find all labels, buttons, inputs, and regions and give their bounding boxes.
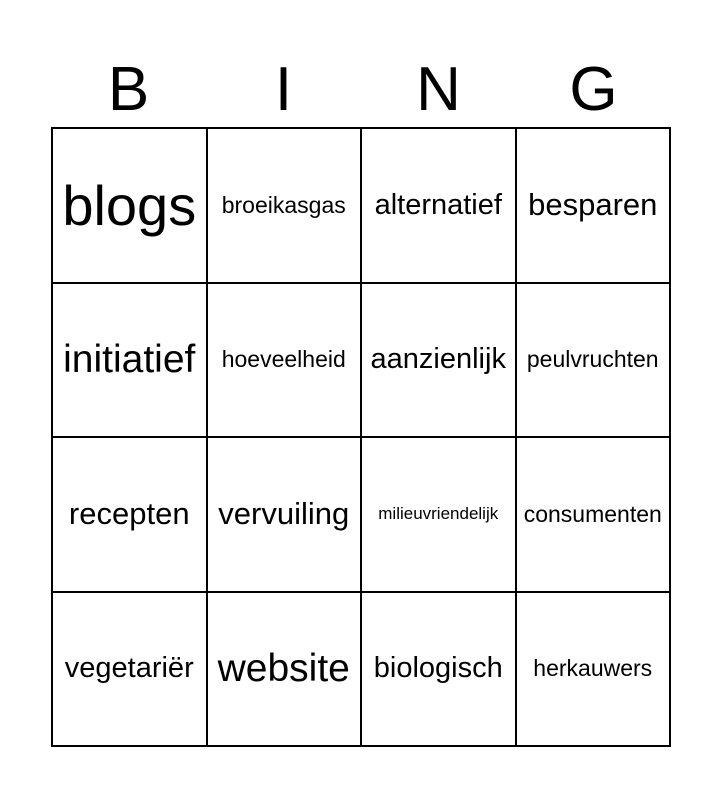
bingo-cell[interactable]: besparen [516, 128, 671, 283]
bingo-cell[interactable]: vervuiling [207, 437, 362, 592]
bingo-cell[interactable]: website [207, 592, 362, 747]
bingo-cell[interactable]: alternatief [361, 128, 516, 283]
bingo-cell[interactable]: milieuvriendelijk [361, 437, 516, 592]
bingo-cell[interactable]: biologisch [361, 592, 516, 747]
bingo-cell[interactable]: herkauwers [516, 592, 671, 747]
header-letter-i: I [274, 55, 293, 124]
header-letter-n: N [416, 55, 461, 124]
bingo-cell[interactable]: broeikasgas [207, 128, 362, 283]
bingo-cell[interactable]: vegetariër [52, 592, 207, 747]
bingo-cell[interactable]: aanzienlijk [361, 283, 516, 438]
bingo-cell[interactable]: recepten [52, 437, 207, 592]
bingo-cell[interactable]: hoeveelheid [207, 283, 362, 438]
bingo-cell[interactable]: initiatief [52, 283, 207, 438]
bingo-cell[interactable]: consumenten [516, 437, 671, 592]
bingo-cell[interactable]: peulvruchten [516, 283, 671, 438]
bingo-grid [51, 127, 671, 747]
bingo-header [51, 52, 671, 128]
header-letter-g: G [569, 55, 618, 124]
bingo-cell[interactable]: blogs [52, 128, 207, 283]
header-letter-b: B [107, 55, 150, 124]
